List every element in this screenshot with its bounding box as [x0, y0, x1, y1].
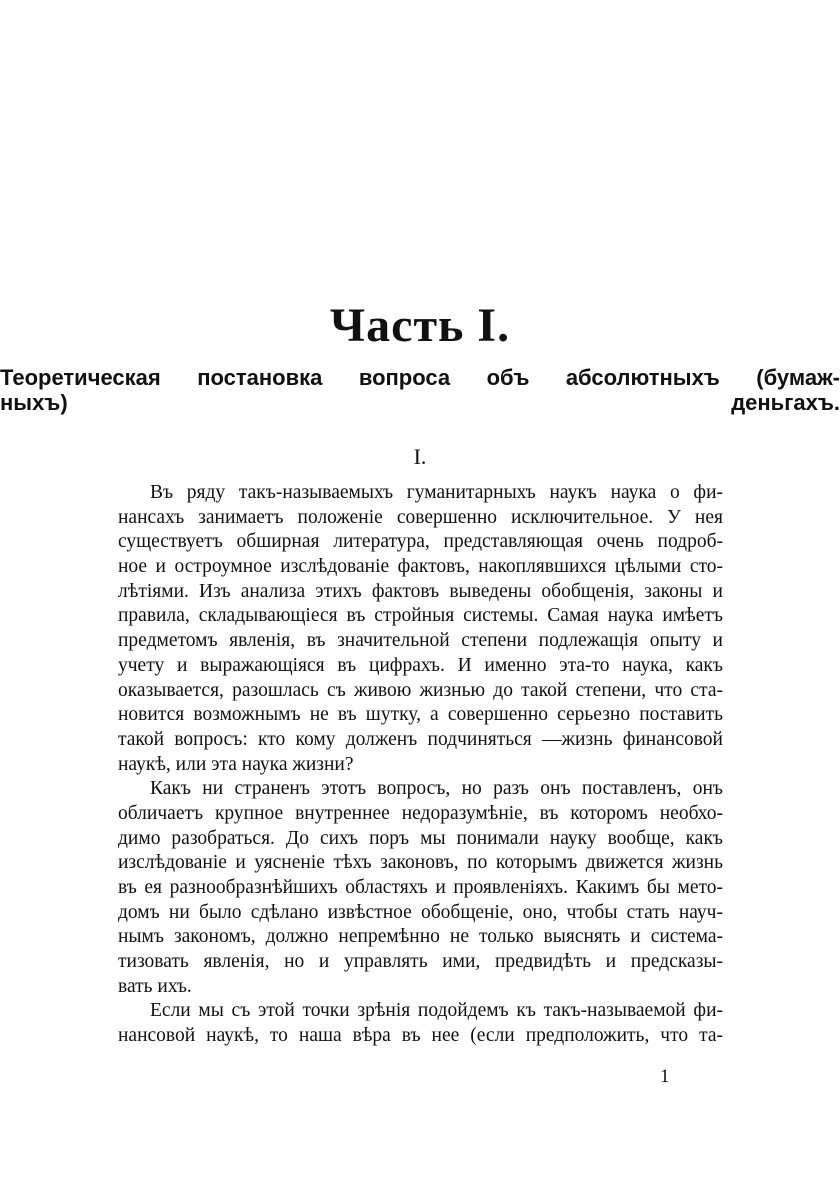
text-line: вать ихъ. — [118, 975, 192, 997]
paragraph — [118, 999, 723, 1048]
subtitle-line: Теоретическая постановка вопроса объ абсолютныхъ (бумаж- — [0, 365, 840, 390]
text-line: лѣтіями. Изъ анализа этихъ фактовъ выведены обобщенія, законы и — [118, 580, 723, 602]
text-line: изслѣдованіе и уясненіе тѣхъ законовъ, по которымъ движется жизнь — [118, 852, 723, 874]
text-line: Если мы съ этой точки зрѣнія подойдемъ къ такъ-называемой фи- — [150, 1000, 723, 1022]
text-line: оказывается, разошлась съ живою жизнью до такой степени, что ста- — [118, 679, 723, 701]
section-number: I. — [413, 444, 427, 469]
text-line: нымъ закономъ, должно непремѣнно не только выяснять и система- — [118, 926, 723, 948]
text-line: предметомъ явленія, въ значительной степени подлежащія опыту и — [118, 630, 723, 652]
text-line: димо разобраться. До сихъ поръ мы понимали науку вообще, какъ — [118, 827, 723, 849]
text-line: обличаетъ крупное внутреннее недоразумѣніе, въ которомъ необхо- — [118, 802, 723, 824]
text-line: наукѣ, или эта наука жизни? — [118, 753, 354, 775]
chapter-subtitle — [0, 362, 840, 415]
text-line: нансовой наукѣ, то наша вѣра въ нее (если предположить, что та- — [118, 1025, 723, 1047]
paragraph — [118, 777, 723, 999]
text-line: ное и остроумное изслѣдованіе фактовъ, накоплявшихся цѣлыми сто- — [118, 556, 723, 578]
text-line: Какъ ни страненъ этотъ вопросъ, но разъ онъ поставленъ, онъ — [150, 778, 723, 800]
subtitle-line: ныхъ) деньгахъ. — [0, 389, 840, 415]
text-line: тизовать явленія, но и управлять ими, предвидѣть и предсказы- — [118, 951, 723, 973]
text-line: новится возможнымъ не въ шутку, а совершенно серьезно поставить — [118, 704, 723, 726]
part-title: Часть I. — [329, 299, 511, 352]
text-line: въ ея разнообразнѣйшихъ областяхъ и проявленіяхъ. Какимъ бы мето- — [118, 877, 723, 898]
text-line: существуетъ обширная литература, представляющая очень подроб- — [118, 531, 723, 553]
paragraph — [118, 481, 723, 777]
text-line: нансахъ занимаетъ положеніе совершенно исключительное. У нея — [118, 506, 723, 528]
text-line: домъ ни было сдѣлано извѣстное обобщеніе, оно, чтобы стать науч- — [118, 901, 723, 923]
text-line: такой вопросъ: кто кому долженъ подчиняться —жизнь финансовой — [118, 728, 723, 750]
page-number: 1 — [660, 1066, 670, 1087]
text-line: правила, складывающіеся въ стройныя системы. Самая наука имѣетъ — [118, 605, 723, 627]
text-line: учету и выражающіяся въ цифрахъ. И именно эта-то наука, какъ — [118, 654, 723, 676]
text-line: Въ ряду такъ-называемыхъ гуманитарныхъ наукъ наука о фи- — [150, 482, 723, 503]
body-text — [118, 481, 723, 1049]
